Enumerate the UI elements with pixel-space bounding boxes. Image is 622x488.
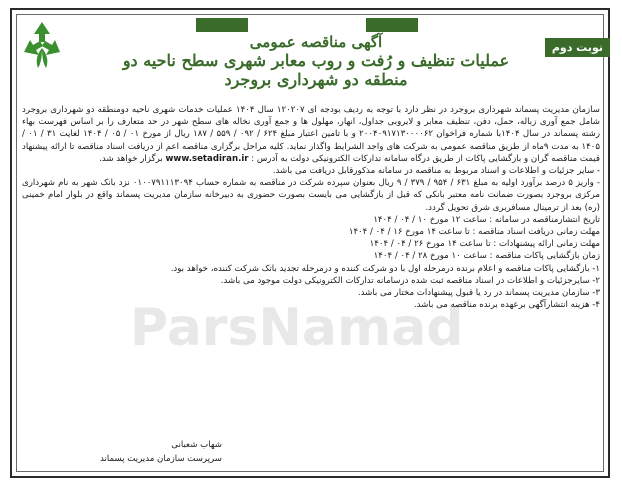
item-1: ۱- بازگشایی پاکات مناقصه و اعلام برنده درمرحله اول با دو شرکت کننده و درمرحله تجدید باتک شرکت کننده، خواهد بود. [170,263,600,274]
title-line-3: منطقه دو شهرداری بروجرد [224,70,408,89]
date-bids-deadline: مهلت زمانی ارائه پیشنهادات : تا ساعت ۱۴ مورخ ۲۶ / ۰۴ / ۱۴۰۴ [369,239,600,250]
item-2: ۲- سایرجزئیات و اطلاعات در اسناد مناقصه ثبت شده درسامانه تدارکات الکترونیکی دولت موجود می باشد. [220,275,600,286]
website-link[interactable]: www.setadiran.ir [165,153,249,164]
badge-second-round: نوبت دوم [545,38,610,57]
date-opening: زمان بازگشایی پاکات مناقصه : ساعت ۱۰ مورخ ۲۸ / ۰۴ / ۱۴۰۴ [373,251,600,262]
date-publish: تاریخ انتشارمناقصه در سامانه : ساعت ۱۲ مورخ ۱۰ / ۰۴ / ۱۴۰۴ [373,214,600,225]
notice-titles [80,33,552,89]
title-line-2: عملیات تنظیف و رُفت و روب معابر شهری سطح ناحیه دو [122,51,510,70]
note-2: - واریز ۵ درصد برآورد اولیه به مبلغ ۶۳۱ / ۹۵۴ / ۳۷۹ / ۹ ریال بعنوان سپرده شرکت در مناقصه به شماره حساب ۰۱۰۰۷۹۱۱۱۳۰۹۴ نزد بانک شهر به نام شهرداری مرکزی بروجرد بصورت ضمانت نامه معتبر بانکی که قبل از بازگشایی می بایست بصورت حضوری به دبیرخانه سازمان مدیریت پسماند واقع در بلوار امام خمینی (ره) بعد از ترمینال مسافربری شرق تحویل گردد. [22,178,600,213]
recycle-leaf-icon [16,18,68,74]
note-1: - سایر جزئیات و اطلاعات و اسناد مربوط به مناقصه در سامانه مذکورقابل دریافت می باشد. [272,166,600,177]
notice-body [22,104,600,311]
intro-tail: برگزار خواهد شد. [99,153,163,164]
item-4: ۴- هزینه انتشارآگهی برعهده برنده مناقصه می باشد. [413,300,600,311]
title-line-1: آگهی مناقصه عمومی [249,33,383,51]
date-docs-deadline: مهلت زمانی دریافت اسناد مناقصه : تا ساعت ۱۴ مورخ ۱۶ / ۰۴ / ۱۴۰۴ [348,227,600,238]
header-decor-right [366,18,418,32]
signature-name: شهاب شعبانی [171,440,222,450]
signature-role: سرپرست سازمان مدیریت پسماند [99,454,222,464]
body-intro [22,104,600,165]
item-3: ۳- سازمان مدیریت پسماند در رد یا قبول پیشنهادات مختار می باشد. [357,288,600,299]
intro-text: سازمان مدیریت پسماند شهرداری بروجرد در نظر دارد با توجه به ردیف بودجه ای ۱۲۰۲۰۷ سال ۱۴۰۴ عملیات خدمات شهری ناحیه دومنطقه دو شهرداری بروجرد شامل جمع آوری زباله، حمل، دفن، تنظیف معابر و لایروبی جداول، انهار، مهلول ها و جمع آوری نخاله های سطح شهر در حد متعارف را بر اساس فهرست بهاء رشته پسماند در سال ۱۴۰۴با شماره فراخوان ۲۰۰۴۰۹۱۷۱۳۰۰۰۰۶۲ و با تامین اعتبار مبلغ ۶۲۴ / ۰۹۲ / ۵۵۹ / ۱۸۷ ریال از مورخ ۰۱ / ۰۵ / ۱۴۰۴ لغایت ۳۱ / ۰۱ / ۱۴۰۵ به مدت ۹ماه از طریق مناقصه عمومی به شرکت های واجد الشرایط واگذار نماید. کلیه مراحل برگزاری مناقصه اعم از دریافت اسناد مناقصه تا ارائه پیشنهاد قیمت مناقصه گران و بازگشایی پاکات از طریق درگاه سامانه تدارکات الکترونیکی دولت به آدرس : [22,105,600,164]
signature-block [22,438,222,466]
header-decor-left [196,18,248,32]
